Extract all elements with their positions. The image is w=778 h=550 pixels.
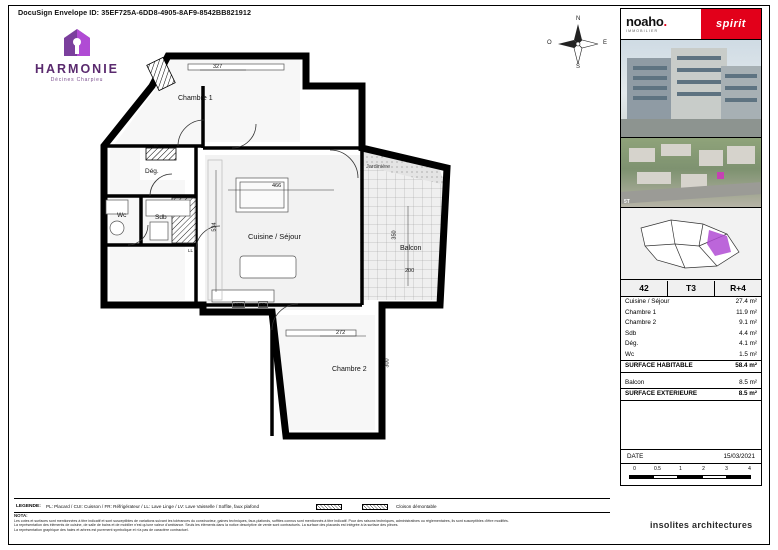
compass-east-label: E: [603, 40, 608, 46]
brand-bar: [620, 8, 762, 40]
docusign-envelope-id: DocuSign Envelope ID: 35EF725A-6DD8-4905-8AF9-8542BB821912: [18, 8, 252, 17]
table-row: [621, 318, 761, 329]
noaho-logo: noaho. IMMOBILIER: [621, 9, 701, 39]
dimension-327: 327: [213, 64, 223, 70]
surface-value: 1.5 m²: [739, 350, 757, 358]
legend-text: PL: Placard / CUI: Cuisson / FR: Réfrigérateur / LL: Lave Linge / LV: Lave Vaisselle / Soffite, faux plafond: [46, 504, 260, 509]
architect-logo: [650, 520, 752, 530]
noaho-logo-subtitle: IMMOBILIER: [626, 29, 659, 33]
room-label-degagement: Dég.: [145, 168, 159, 175]
nota-line-1: Les cotes et surfaces sont mentionnées à titre indicatif et sont susceptibles de variations suivant les tolérances du constructeur, gaines techniques, faux-plafonds, soffites connus sont mentionnés à titre indicatif. Pour des raisons techniques, administratives ou réglementaires, ils sont susceptibles d'être modifiés.: [14, 518, 509, 523]
balcon-row: [621, 378, 761, 389]
scale-graphic: [629, 475, 751, 479]
room-label-sdb: Sdb: [155, 214, 167, 221]
surface-label: Cuisine / Séjour: [625, 298, 670, 305]
scale-bar: [620, 464, 762, 486]
legend-partition-swatch: [362, 504, 388, 510]
date-label: DATE: [627, 452, 644, 460]
lot-number: 42: [621, 281, 668, 296]
compass-north-label: N: [576, 16, 581, 22]
surface-label: Dég.: [625, 340, 639, 347]
spirit-logo: spirit: [701, 9, 761, 39]
balcon-label: Balcon: [625, 378, 645, 386]
surface-habitable-value: 58.4 m²: [735, 362, 757, 369]
legend-partition-label: Cloison démontable: [396, 504, 437, 509]
surface-exterieure-row: [621, 388, 761, 401]
legend-title: LEGENDE:: [16, 504, 41, 509]
compass-west-label: O: [547, 40, 552, 46]
table-row: [621, 350, 761, 361]
surface-label: Wc: [625, 350, 635, 358]
architect-name: insolites architectures: [650, 520, 753, 530]
surface-value: 4.4 m²: [739, 329, 757, 337]
surface-label: Chambre 1: [625, 308, 657, 316]
table-row: [621, 308, 761, 319]
dimension-300: 300: [384, 358, 391, 368]
nota-title: NOTA:: [14, 513, 28, 518]
scale-tick-3: 2: [702, 465, 705, 472]
balcon-value: 8.5 m²: [739, 378, 757, 386]
building-render-photo: [620, 40, 762, 138]
lot-type: T3: [668, 281, 715, 296]
surface-label: Chambre 2: [625, 319, 657, 326]
compass-south-label: S: [576, 64, 581, 70]
nota-divider: [14, 512, 610, 513]
dimension-466: 466: [272, 183, 282, 189]
room-label-cuisine-sejour: Cuisine / Séjour: [248, 232, 301, 241]
room-label-wc: Wc: [117, 212, 127, 219]
appliance-code-ll: LL: [188, 248, 193, 253]
appliance-code-pl: PL: [154, 144, 160, 149]
surface-habitable-label: SURFACE HABITABLE: [625, 362, 693, 369]
dimension-272: 272: [336, 330, 346, 336]
harmonie-logo-subtitle: Décines Charpieu: [50, 77, 104, 83]
right-info-column: [620, 8, 762, 486]
legend-divider: [14, 498, 610, 499]
date-value: 15/03/2021: [723, 452, 755, 460]
date-row: [620, 450, 762, 464]
harmonie-logo-name: HARMONIE: [34, 62, 120, 76]
key-plan-diagram: [620, 208, 762, 280]
surface-value: 11.9 m²: [736, 308, 757, 316]
room-label-chambre-2: Chambre 2: [332, 366, 367, 373]
scale-tick-1: 0.5: [654, 465, 661, 472]
site-aerial-photo: [620, 138, 762, 208]
scale-tick-4: 3: [725, 465, 728, 472]
room-label-balcon: Balcon: [400, 245, 422, 252]
lot-header-row: [620, 280, 762, 297]
legend-soffite-swatch: [316, 504, 342, 510]
nota-line-3: La représentation graphique des haies et arbres est purement symbolique et n'a pas de caractère contractuel.: [14, 527, 189, 532]
surface-table: [620, 297, 762, 450]
surface-exterieure-label: SURFACE EXTERIEURE: [625, 390, 698, 397]
dimension-534: 534: [211, 222, 218, 232]
nota-line-2: La représentation des éléments de cuisine, de salle de bains et de mobilier n'est qu'une valeur d'ambiance. Seuls les éléments dans la notice descriptive de vente sont contractuels. La surface des placards est intégrée à la surface des pièces.: [14, 523, 399, 528]
site-level-label: 5T: [624, 199, 630, 205]
appliance-code-ceb: CEB: [234, 302, 244, 307]
table-row: [621, 339, 761, 350]
surface-value: 4.1 m²: [739, 340, 757, 347]
appliance-code-fr: FR: [260, 302, 266, 307]
surface-value: 27.4 m²: [735, 298, 757, 305]
noaho-logo-text: noaho: [626, 14, 664, 29]
table-row: [621, 329, 761, 340]
dimension-200: 200: [405, 268, 415, 274]
scale-tick-5: 4: [748, 465, 751, 472]
lot-level: R+4: [730, 282, 746, 293]
room-label-jardiniere: Jardinière: [366, 164, 391, 170]
surface-label: Sdb: [625, 329, 637, 337]
surface-habitable-row: [621, 360, 761, 373]
nota-block: [14, 514, 610, 532]
dimension-350: 350: [391, 230, 398, 240]
scale-tick-2: 1: [679, 465, 682, 472]
room-label-chambre-1: Chambre 1: [178, 95, 213, 102]
scale-tick-0: 0: [633, 465, 636, 472]
table-row: [621, 297, 761, 308]
surface-exterieure-value: 8.5 m²: [738, 390, 757, 397]
surface-value: 9.1 m²: [739, 319, 757, 326]
